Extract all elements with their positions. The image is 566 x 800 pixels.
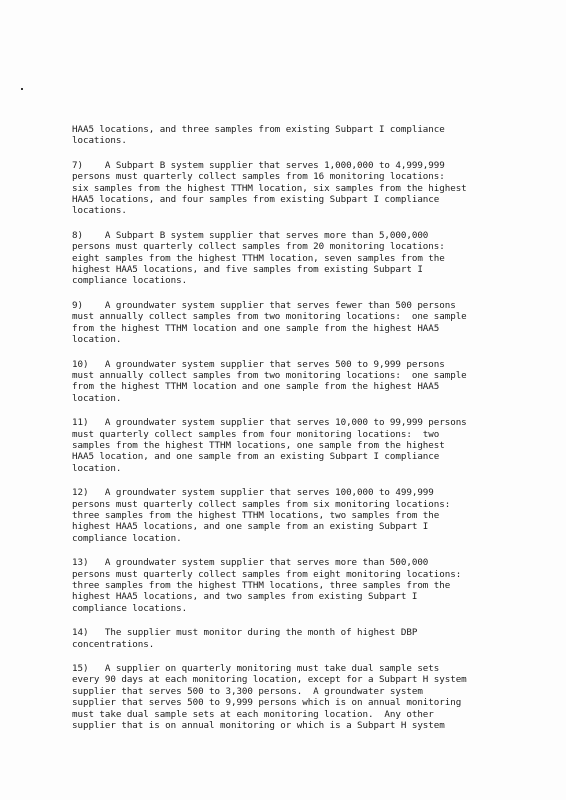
paragraph-14 [72, 627, 522, 650]
text-line: persons must quarterly collect samples from eight monitoring locations: [72, 568, 462, 580]
text-line: HAA5 locations, and three samples from existing Subpart I compliance [72, 124, 445, 135]
text-line: 10) A groundwater system supplier that serves 500 to 9,999 persons [72, 358, 445, 370]
text-line: three samples from the highest TTHM locations, two samples from the [72, 509, 440, 521]
text-line: 7) A Subpart B system supplier that serves 1,000,000 to 4,999,999 [72, 159, 445, 171]
text-line: must annually collect samples from two monitoring locations: one sample [72, 369, 467, 381]
text-line: 9) A groundwater system supplier that serves fewer than 500 persons [72, 299, 456, 311]
paragraph-8 [72, 230, 522, 287]
paragraph-9 [72, 300, 522, 346]
text-line: 15) A supplier on quarterly monitoring must take dual sample sets [72, 663, 440, 675]
text-line: locations. [72, 205, 127, 217]
text-line: highest HAA5 locations, and two samples from existing Subpart I [72, 591, 418, 603]
text-line: HAA5 locations, and four samples from existing Subpart I compliance [72, 194, 440, 206]
text-line: compliance locations. [72, 602, 188, 614]
text-line: highest HAA5 locations, and five samples from existing Subpart I [72, 264, 423, 276]
text-line: six samples from the highest TTHM location, six samples from the highest [72, 182, 467, 194]
text-line: must quarterly collect samples from four monitoring locations: two [72, 428, 440, 440]
text-line: 14) The supplier must monitor during the month of highest DBP [72, 627, 418, 639]
text-line: highest HAA5 locations, and one sample from an existing Subpart I [72, 521, 429, 533]
paragraph-13 [72, 557, 522, 614]
text-line: persons must quarterly collect samples from six monitoring locations: [72, 498, 451, 510]
text-line: compliance locations. [72, 275, 188, 287]
text-line: location. [72, 392, 122, 404]
text-line: must annually collect samples from two monitoring locations: one sample [72, 311, 467, 323]
intro-paragraph [72, 124, 522, 147]
paragraph-10 [72, 359, 522, 405]
text-line: supplier that serves 500 to 9,999 persons which is on annual monitoring [72, 697, 462, 709]
text-line: 8) A Subpart B system supplier that serves more than 5,000,000 [72, 229, 429, 241]
text-line: location. [72, 462, 122, 474]
text-line: eight samples from the highest TTHM location, seven samples from the [72, 252, 445, 264]
document-body [72, 124, 522, 744]
text-line: must take dual sample sets at each monitoring location. Any other [72, 708, 434, 720]
text-line: from the highest TTHM location and one sample from the highest HAA5 [72, 381, 440, 393]
text-line: persons must quarterly collect samples from 16 monitoring locations: [72, 171, 445, 183]
text-line: HAA5 location, and one sample from an existing Subpart I compliance [72, 451, 440, 463]
paragraph-12 [72, 487, 522, 544]
text-line: 11) A groundwater system supplier that serves 10,000 to 99,999 persons [72, 417, 467, 429]
text-line: from the highest TTHM location and one sample from the highest HAA5 [72, 322, 440, 334]
text-line: 12) A groundwater system supplier that serves 100,000 to 499,999 [72, 487, 434, 499]
text-line: concentrations. [72, 638, 155, 650]
text-line: every 90 days at each monitoring location, except for a Subpart H system [72, 674, 467, 686]
text-line: location. [72, 334, 122, 346]
text-line: supplier that serves 500 to 3,300 persons. A groundwater system [72, 685, 423, 697]
text-line: supplier that is on annual monitoring or which is a Subpart H system [72, 720, 445, 732]
paragraph-7 [72, 160, 522, 217]
text-line: locations. [72, 135, 127, 147]
paragraph-15 [72, 663, 522, 731]
paragraph-11 [72, 417, 522, 474]
text-line: three samples from the highest TTHM locations, three samples from the [72, 580, 451, 591]
scan-speck [21, 88, 23, 90]
text-line: persons must quarterly collect samples from 20 monitoring locations: [72, 241, 445, 253]
text-line: 13) A groundwater system supplier that serves more than 500,000 [72, 557, 429, 569]
text-line: samples from the highest TTHM locations, one sample from the highest [72, 439, 445, 451]
text-line: compliance location. [72, 532, 182, 544]
